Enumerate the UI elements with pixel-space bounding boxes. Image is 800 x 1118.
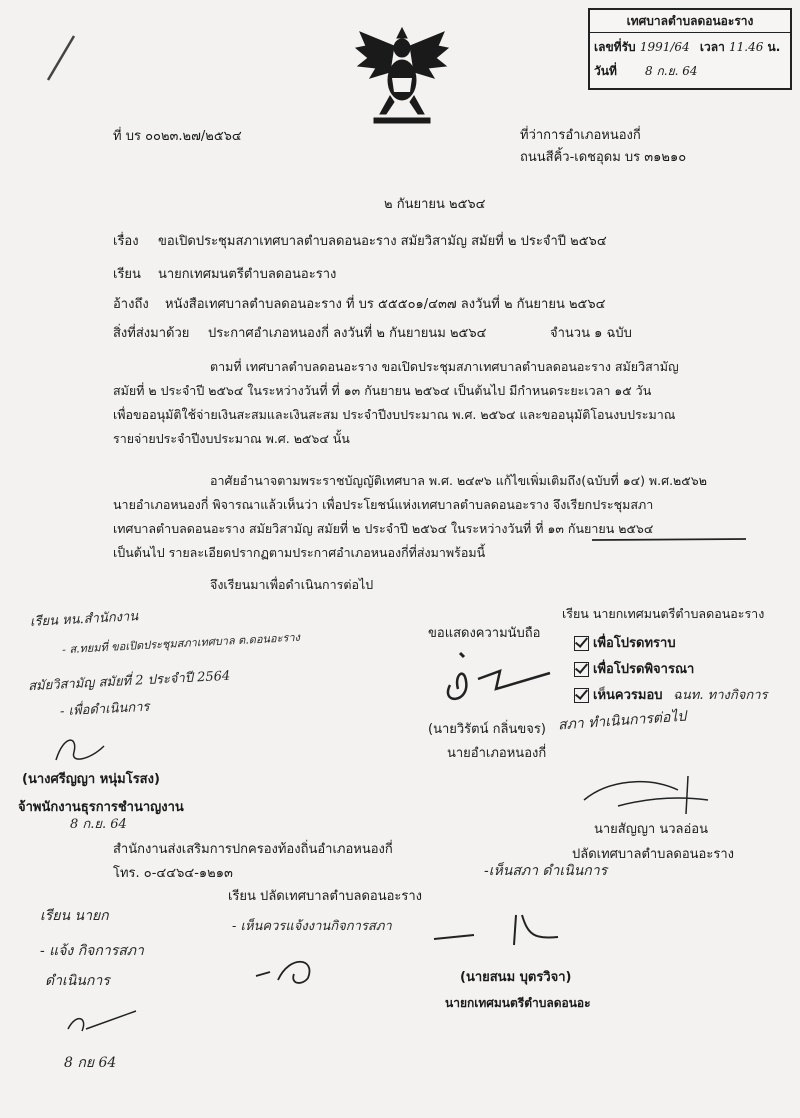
doc-number: ที่ บร ๐๐๒๓.๒๗/๒๕๖๔ <box>113 129 242 144</box>
to-text: นายกเทศมนตรีตำบลดอนอะราง <box>158 267 337 282</box>
hand-signature-small <box>62 1005 142 1045</box>
closing-regards: ขอแสดงความนับถือ <box>428 626 541 641</box>
mayor-title: นายกเทศมนตรีตำบลดอนอะ <box>445 996 591 1010</box>
hand-note-3: ดำเนินการ <box>45 973 110 989</box>
para1-line1: ตามที่ เทศบาลตำบลดอนอะราง ขอเปิดประชุมสภาเทศบาลตำบลดอนอะราง สมัยวิสามัญ <box>210 359 679 374</box>
para2-line1: อาศัยอำนาจตามพระราชบัญญัติเทศบาล พ.ศ. ๒๔๙๖ แก้ไขเพิ่มเติมถึง(ฉบับที่ ๑๔) พ.ศ.๒๕๖๒ <box>210 473 707 488</box>
section-phone: โทร. ๐-๔๔๖๔-๑๒๑๓ <box>113 866 233 881</box>
note-line-3: สมัยวิสามัญ สมัยที่ 2 ประจำปี 2564 <box>27 668 231 695</box>
district-chief-signature <box>430 645 560 710</box>
signer-title: นายอำเภอหนองกี่ <box>447 746 547 761</box>
to-deputy: เรียน ปลัดเทศบาลตำบลดอนอะราง <box>228 889 423 904</box>
garuda-emblem-icon <box>352 22 452 132</box>
clerk-date: 8 ก.ย. 64 <box>70 817 127 832</box>
subject-label: เรื่อง <box>113 234 139 249</box>
checkbox-icon <box>574 688 589 703</box>
stamp-time-label: เวลา <box>699 40 725 54</box>
hand-note-1: เรียน นายก <box>40 908 109 924</box>
routing-option-3-note2: สภา ทำเนินการต่อไป <box>557 708 687 734</box>
ref-label: อ้างถึง <box>113 297 149 312</box>
clerk-title: จ้าพนักงานธุรการชำนาญงาน <box>18 800 184 815</box>
checkbox-icon <box>574 662 589 677</box>
stamp-date-row <box>594 62 698 81</box>
routing-option-3-note: ฉนท. ทางกิจการ <box>673 688 768 703</box>
pen-mark <box>40 30 80 85</box>
official-signature <box>578 770 718 820</box>
subject-text: ขอเปิดประชุมสภาเทศบาลตำบลดอนอะราง สมัยวิสามัญ สมัยที่ ๒ ประจำปี ๒๕๖๔ <box>158 234 607 249</box>
official-title: ปลัดเทศบาลตำบลดอนอะราง <box>572 847 734 862</box>
deputy-note: - เห็นควรแจ้งงานกิจการสภา <box>232 919 392 934</box>
hand-note-2: - แจ้ง กิจการสภา <box>40 943 144 959</box>
para1-line4: รายจ่ายประจำปีงบประมาณ พ.ศ. ๒๕๖๔ นั้น <box>113 431 350 446</box>
mayor-name: (นายสนม บุตรวิจา) <box>460 970 572 985</box>
office-line-1: ที่ว่าการอำเภอหนองกี่ <box>520 128 641 143</box>
routing-option-3: เห็นควรมอบ ฉนท. ทางกิจการ <box>574 684 767 705</box>
stamp-time-unit: น. <box>767 40 781 54</box>
enclosure-qty: จำนวน ๑ ฉบับ <box>550 326 632 341</box>
stamp-receipt-no: 1991/64 <box>639 40 690 54</box>
note-line-1: เรียน หน.สำนักงาน <box>29 609 139 630</box>
routing-to: เรียน นายกเทศมนตรีตำบลดอนอะราง <box>562 606 765 621</box>
para1-line2: สมัยที่ ๒ ประจำปี ๒๕๖๔ ในระหว่างวันที่ ที่ ๑๓ กันยายน ๒๕๖๔ เป็นต้นไป มีกำหนดระยะเวลา ๑๕ วัน <box>113 383 652 398</box>
para1-line3: เพื่อขออนุมัติใช้จ่ายเงินสะสมและเงินสะสม ประจำปีงบประมาณ พ.ศ. ๒๕๖๔ และขออนุมัติโอนงบประมาณ <box>113 407 676 422</box>
official-name: นายสัญญา นวลอ่อน <box>594 822 708 837</box>
doc-date: ๒ กันยายน ๒๕๖๔ <box>384 197 486 212</box>
para2-line3: เทศบาลตำบลดอนอะราง สมัยวิสามัญ สมัยที่ ๒ ประจำปี ๒๕๖๔ ในระหว่างวันที่ ที่ ๑๓ กันยายน ๒๕๖๔ <box>113 521 654 536</box>
enclosure-text: ประกาศอำเภอหนองกี่ ลงวันที่ ๒ กันยายนม ๒๕๖๔ <box>208 326 487 341</box>
note-line-2: - ส.ทยมที่ ขอเปิดประชุมสภาเทศบาล ต.ดอนอะราง <box>61 630 301 657</box>
hand-note-4: 8 กย 64 <box>64 1055 117 1071</box>
stamp-date-label: วันที่ <box>594 64 617 78</box>
receipt-stamp <box>588 8 792 90</box>
official-note: -เห็นสภา ดำเนินการ <box>484 863 608 879</box>
ref-text: หนังสือเทศบาลตำบลดอนอะราง ที่ บร ๕๕๕๐๑/๔๓๗ ลงวันที่ ๒ กันยายน ๒๕๖๔ <box>165 297 606 312</box>
enclosure-label: สิ่งที่ส่งมาด้วย <box>113 326 190 341</box>
para2-line2: นายอำเภอหนองกี่ พิจารณาแล้วเห็นว่า เพื่อประโยชน์แห่งเทศบาลตำบลดอนอะราง จึงเรียกประชุมสภา <box>113 497 654 512</box>
stamp-org: เทศบาลตำบลดอนอะราง <box>590 10 790 33</box>
office-line-2: ถนนสีคิ้ว-เดชอุดม บร ๓๑๒๑๐ <box>520 150 687 165</box>
routing-option-1: เพื่อโปรดทราบ <box>574 632 676 653</box>
para3: จึงเรียนมาเพื่อดำเนินการต่อไป <box>210 577 374 592</box>
routing-option-2: เพื่อโปรดพิจารณา <box>574 658 694 679</box>
to-label: เรียน <box>113 267 141 282</box>
date-underline <box>590 536 750 544</box>
section-name: สำนักงานส่งเสริมการปกครองท้องถิ่นอำเภอหนองกี่ <box>113 842 393 857</box>
clerk-name: (นางศรีญญา หนุ่มโรสง) <box>22 772 160 787</box>
stamp-receipt-label: เลขที่รับ <box>594 40 636 54</box>
stamp-date: 8 ก.ย. 64 <box>645 64 698 78</box>
stamp-receipt-row <box>594 38 780 57</box>
clerk-signature <box>50 730 110 770</box>
checkbox-icon <box>574 636 589 651</box>
note-line-4: - เพื่อดำเนินการ <box>59 699 150 720</box>
small-signature <box>250 950 330 990</box>
signer-name: (นายวิรัตน์ กลิ่นขจร) <box>428 722 546 737</box>
stamp-time: 11.46 <box>729 40 764 54</box>
para2-line4: เป็นต้นไป รายละเอียดปรากฏตามประกาศอำเภอหนองกี่ที่ส่งมาพร้อมนี้ <box>113 545 486 560</box>
